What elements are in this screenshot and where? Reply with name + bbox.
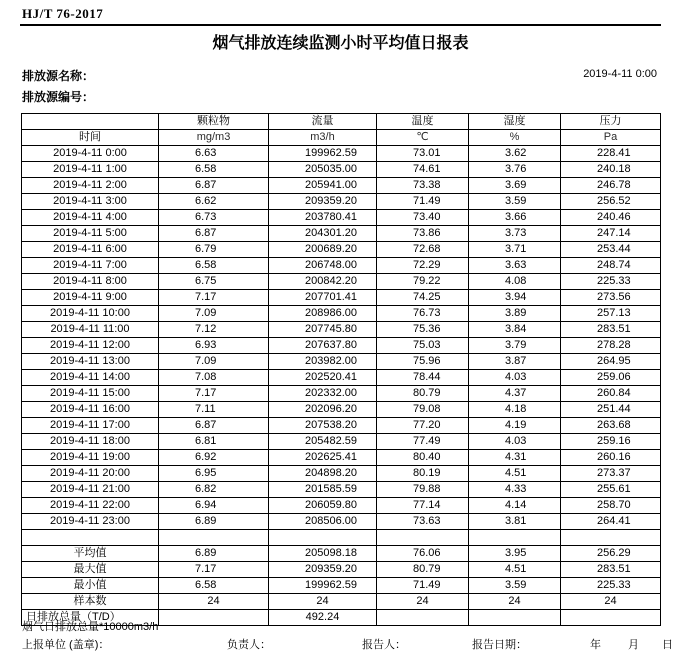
table-row [22,338,661,354]
table-row [22,386,661,402]
table-cell: 2019-4-11 10:00 [22,306,159,322]
summary-cell: 7.17 [159,562,269,578]
table-row [22,242,661,258]
table-cell: 77.49 [377,434,469,450]
table-cell: 6.58 [159,258,269,274]
table-cell: 73.63 [377,514,469,530]
table-cell: 2019-4-11 4:00 [22,210,159,226]
table-row [22,322,661,338]
daily-total-value: 492.24 [269,610,377,626]
table-cell: 4.33 [469,482,561,498]
table-cell: 207538.20 [269,418,377,434]
table-cell: 251.44 [561,402,661,418]
table-row [22,466,661,482]
table-row [22,178,661,194]
summary-cell: 80.79 [377,562,469,578]
table-cell: 6.79 [159,242,269,258]
table-row [22,370,661,386]
table-cell: 7.17 [159,386,269,402]
table-cell: 203982.00 [269,354,377,370]
table-cell: 206748.00 [269,258,377,274]
table-cell: 4.31 [469,450,561,466]
summary-cell: 24 [561,594,661,610]
table-cell: 2019-4-11 14:00 [22,370,159,386]
table-cell: 4.03 [469,434,561,450]
summary-row [22,594,661,610]
table-row [22,354,661,370]
unit-cell: Pa [561,130,661,146]
table-cell: 2019-4-11 21:00 [22,482,159,498]
summary-cell: 71.49 [377,578,469,594]
table-cell: 2019-4-11 8:00 [22,274,159,290]
table-cell: 208986.00 [269,306,377,322]
unit-cell: mg/m3 [159,130,269,146]
table-unit-row [22,130,661,146]
table-cell: 6.95 [159,466,269,482]
table-cell: 74.61 [377,162,469,178]
daily-total-empty [377,610,469,626]
summary-cell: 平均值 [22,546,159,562]
table-cell: 4.18 [469,402,561,418]
table-cell: 72.29 [377,258,469,274]
table-cell: 3.76 [469,162,561,178]
table-cell: 208506.00 [269,514,377,530]
table-cell: 2019-4-11 15:00 [22,386,159,402]
table-cell: 2019-4-11 16:00 [22,402,159,418]
table-cell: 79.08 [377,402,469,418]
table-cell: 273.37 [561,466,661,482]
table-cell: 2019-4-11 9:00 [22,290,159,306]
table-cell: 7.09 [159,306,269,322]
table-cell: 4.51 [469,466,561,482]
table-cell: 75.96 [377,354,469,370]
table-cell: 246.78 [561,178,661,194]
table-cell: 206059.80 [269,498,377,514]
summary-cell: 256.29 [561,546,661,562]
summary-cell: 3.59 [469,578,561,594]
table-cell: 3.79 [469,338,561,354]
responsible-label: 负责人： [227,639,271,651]
unit-cell: % [469,130,561,146]
table-cell: 4.03 [469,370,561,386]
table-row [22,210,661,226]
table-cell: 80.40 [377,450,469,466]
table-cell: 6.93 [159,338,269,354]
table-cell: 203780.41 [269,210,377,226]
table-cell: 6.81 [159,434,269,450]
table-cell: 2019-4-11 12:00 [22,338,159,354]
table-cell: 73.01 [377,146,469,162]
table-cell: 73.86 [377,226,469,242]
table-cell: 79.22 [377,274,469,290]
table-cell: 2019-4-11 20:00 [22,466,159,482]
table-cell: 76.73 [377,306,469,322]
table-cell: 73.38 [377,178,469,194]
table-cell: 2019-4-11 19:00 [22,450,159,466]
table-cell: 6.87 [159,178,269,194]
table-cell: 199962.59 [269,146,377,162]
table-cell: 4.14 [469,498,561,514]
table-cell: 3.87 [469,354,561,370]
table-cell: 259.16 [561,434,661,450]
table-cell: 2019-4-11 13:00 [22,354,159,370]
table-cell: 225.33 [561,274,661,290]
table-cell: 73.40 [377,210,469,226]
table-cell: 4.08 [469,274,561,290]
table-cell: 6.87 [159,226,269,242]
table-cell: 2019-4-11 0:00 [22,146,159,162]
summary-cell: 24 [377,594,469,610]
table-cell: 204898.20 [269,466,377,482]
summary-cell: 最大值 [22,562,159,578]
table-cell: 253.44 [561,242,661,258]
day-label: 日 [662,639,673,651]
table-row [22,194,661,210]
table-cell: 3.94 [469,290,561,306]
table-cell: 202332.00 [269,386,377,402]
table-cell: 3.71 [469,242,561,258]
column-header [22,114,159,130]
summary-cell: 3.95 [469,546,561,562]
spacer-row [22,530,661,546]
table-cell: 77.14 [377,498,469,514]
reporter-label: 报告人： [362,639,406,651]
table-cell: 75.03 [377,338,469,354]
table-cell: 6.75 [159,274,269,290]
table-cell: 7.08 [159,370,269,386]
table-cell: 256.52 [561,194,661,210]
summary-cell: 76.06 [377,546,469,562]
table-cell: 7.17 [159,290,269,306]
summary-row [22,578,661,594]
table-cell: 200842.20 [269,274,377,290]
unit-cell: ℃ [377,130,469,146]
table-row [22,450,661,466]
table-cell: 3.89 [469,306,561,322]
table-cell: 2019-4-11 5:00 [22,226,159,242]
table-cell: 3.81 [469,514,561,530]
summary-cell: 最小值 [22,578,159,594]
column-header: 流量 [269,114,377,130]
table-cell: 228.41 [561,146,661,162]
table-cell: 71.49 [377,194,469,210]
table-cell: 2019-4-11 1:00 [22,162,159,178]
summary-cell: 24 [159,594,269,610]
table-cell: 74.25 [377,290,469,306]
daily-total-empty [469,610,561,626]
table-cell: 2019-4-11 2:00 [22,178,159,194]
table-row [22,146,661,162]
table-cell: 202625.41 [269,450,377,466]
table-cell: 207637.80 [269,338,377,354]
spacer-cell [22,530,159,546]
table-row [22,402,661,418]
table-cell: 258.70 [561,498,661,514]
table-row [22,226,661,242]
table-cell: 202520.41 [269,370,377,386]
table-cell: 240.46 [561,210,661,226]
summary-cell: 209359.20 [269,562,377,578]
table-cell: 200689.20 [269,242,377,258]
spacer-cell [469,530,561,546]
table-cell: 7.09 [159,354,269,370]
table-cell: 6.82 [159,482,269,498]
header-divider [20,24,661,26]
column-header: 压力 [561,114,661,130]
daily-total-label: 日排放总量（T/D） [22,610,159,626]
table-cell: 205941.00 [269,178,377,194]
table-header-row [22,114,661,130]
table-cell: 204301.20 [269,226,377,242]
table-cell: 263.68 [561,418,661,434]
daily-total-empty [159,610,269,626]
table-cell: 3.59 [469,194,561,210]
daily-total-empty [561,610,661,626]
spacer-cell [377,530,469,546]
table-cell: 7.12 [159,322,269,338]
summary-cell: 样本数 [22,594,159,610]
report-date-label: 报告日期： [472,639,527,651]
summary-cell: 6.89 [159,546,269,562]
table-cell: 257.13 [561,306,661,322]
table-row [22,258,661,274]
table-cell: 75.36 [377,322,469,338]
table-cell: 201585.59 [269,482,377,498]
table-cell: 80.19 [377,466,469,482]
table-cell: 3.66 [469,210,561,226]
standard-code: HJ/T 76-2017 [22,6,104,21]
summary-row [22,562,661,578]
table-cell: 79.88 [377,482,469,498]
source-code-label: 排放源编号： [22,90,95,104]
table-cell: 6.87 [159,418,269,434]
column-header: 颗粒物 [159,114,269,130]
table-cell: 264.95 [561,354,661,370]
table-cell: 283.51 [561,322,661,338]
table-cell: 278.28 [561,338,661,354]
summary-cell: 6.58 [159,578,269,594]
unit-cell: 时间 [22,130,159,146]
table-row [22,306,661,322]
table-cell: 6.63 [159,146,269,162]
table-cell: 248.74 [561,258,661,274]
table-cell: 2019-4-11 17:00 [22,418,159,434]
table-cell: 205482.59 [269,434,377,450]
table-cell: 3.62 [469,146,561,162]
table-cell: 2019-4-11 7:00 [22,258,159,274]
year-label: 年 [590,639,601,651]
table-cell: 247.14 [561,226,661,242]
table-cell: 3.63 [469,258,561,274]
table-cell: 260.16 [561,450,661,466]
table-cell: 209359.20 [269,194,377,210]
spacer-cell [269,530,377,546]
table-cell: 202096.20 [269,402,377,418]
table-cell: 2019-4-11 18:00 [22,434,159,450]
table-cell: 4.19 [469,418,561,434]
column-header: 湿度 [469,114,561,130]
table-cell: 259.06 [561,370,661,386]
table-cell: 3.69 [469,178,561,194]
table-row [22,482,661,498]
table-row [22,162,661,178]
table-cell: 2019-4-11 23:00 [22,514,159,530]
summary-row [22,546,661,562]
data-table [21,113,661,626]
table-cell: 78.44 [377,370,469,386]
report-datetime: 2019-4-11 0:00 [583,68,657,80]
table-row [22,274,661,290]
summary-cell: 225.33 [561,578,661,594]
table-cell: 2019-4-11 11:00 [22,322,159,338]
summary-cell: 24 [269,594,377,610]
table-cell: 3.84 [469,322,561,338]
table-cell: 207745.80 [269,322,377,338]
table-cell: 273.56 [561,290,661,306]
page-title: 烟气排放连续监测小时平均值日报表 [212,33,469,52]
table-cell: 3.73 [469,226,561,242]
table-cell: 2019-4-11 3:00 [22,194,159,210]
table-row [22,290,661,306]
column-header: 温度 [377,114,469,130]
table-cell: 6.89 [159,514,269,530]
source-name-label: 排放源名称： [22,69,95,83]
table-row [22,498,661,514]
table-cell: 7.11 [159,402,269,418]
table-row [22,434,661,450]
table-cell: 77.20 [377,418,469,434]
spacer-cell [561,530,661,546]
table-cell: 255.61 [561,482,661,498]
unit-cell: m3/h [269,130,377,146]
table-cell: 6.73 [159,210,269,226]
summary-cell: 283.51 [561,562,661,578]
reporting-unit-label: 上报单位 (盖章)： [22,639,110,651]
table-cell: 264.41 [561,514,661,530]
table-cell: 72.68 [377,242,469,258]
daily-total-note: 烟气日排放总量*10000m3/h [22,621,159,633]
table-cell: 80.79 [377,386,469,402]
table-cell: 205035.00 [269,162,377,178]
table-row [22,514,661,530]
spacer-cell [159,530,269,546]
table-cell: 207701.41 [269,290,377,306]
table-row [22,418,661,434]
summary-cell: 24 [469,594,561,610]
table-cell: 260.84 [561,386,661,402]
table-cell: 2019-4-11 6:00 [22,242,159,258]
table-cell: 4.37 [469,386,561,402]
month-label: 月 [628,639,639,651]
summary-cell: 4.51 [469,562,561,578]
table-cell: 6.58 [159,162,269,178]
summary-cell: 199962.59 [269,578,377,594]
table-cell: 2019-4-11 22:00 [22,498,159,514]
table-cell: 6.92 [159,450,269,466]
table-cell: 6.62 [159,194,269,210]
table-cell: 240.18 [561,162,661,178]
table-cell: 6.94 [159,498,269,514]
summary-cell: 205098.18 [269,546,377,562]
